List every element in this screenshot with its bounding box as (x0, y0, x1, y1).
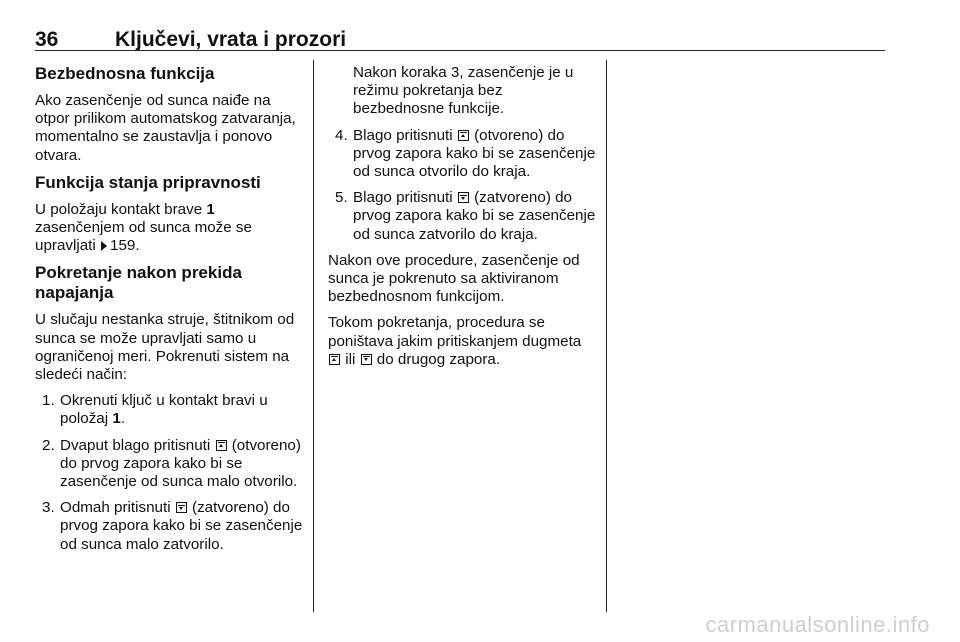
column-right (328, 64, 596, 377)
list-item: 4. Blago pritisnuti (otvoreno) do prvog zapora kako bi se zasenčenje od sunca otvorilo do kraja. (335, 126, 596, 181)
list-item: 1. Okrenuti ključ u kontakt bravi u položaj 1. (42, 392, 268, 428)
sunshade-close-icon (361, 354, 372, 365)
sunshade-open-icon (458, 130, 469, 141)
section-title-restart: Pokretanje nakon prekida napajanja (35, 263, 242, 303)
chapter-title: Ključevi, vrata i prozori (115, 28, 347, 51)
list-item: 5. Blago pritisnuti (zatvoreno) do prvog zapora kako bi se zasenčenje od sunca zatvorilo do kraja. (335, 189, 596, 243)
paragraph-after-procedure: Nakon ove procedure, zasenčenje od sunca je pokrenuto sa aktiviranom bezbednosnom funkcijom. (328, 251, 580, 306)
list-item: 2. Dvaput blago pritisnuti (otvoreno) do prvog zapora kako bi se zasenčenje od sunca malo otvorilo. (42, 436, 301, 491)
section-text-safety: Ako zasenčenje od sunca naiđe na otpor prilikom automatskog zatvaranja, momentalno se zaustavlja i ponovo otvara. (35, 92, 296, 164)
step-continuation: Nakon koraka 3, zasenčenje je u režimu pokretanja bez bezbednosne funkcije. (353, 64, 574, 118)
page-reference: 159. (110, 237, 140, 255)
column-divider-right (606, 60, 607, 612)
column-divider-left (313, 60, 314, 612)
header-divider (35, 50, 885, 51)
restart-steps (35, 392, 303, 554)
page-reference-arrow-icon (101, 241, 107, 251)
section-text-restart: U slučaju nestanka struje, štitnikom od sunca se može upravljati samo u ograničenoj meri. Pokrenuti sistem na sledeći način: (35, 311, 295, 384)
sunshade-open-icon (329, 354, 340, 365)
sunshade-close-icon (176, 502, 187, 513)
column-left (35, 64, 303, 562)
restart-steps-continued (328, 127, 596, 244)
section-title-safety: Bezbednosna funkcija (35, 64, 215, 83)
page-number: 36 (35, 28, 59, 51)
section-title-standby: Funkcija stanja pripravnosti (35, 172, 261, 192)
list-item: 3. Odmah pritisnuti (zatvoreno) do prvog zapora kako bi se zasenčenje od sunca malo zatvorilo. (42, 499, 303, 553)
sunshade-close-icon (458, 192, 469, 203)
sunshade-open-icon (216, 440, 227, 451)
watermark: carmanualsonline.info (705, 612, 930, 637)
section-text-standby: U položaju kontakt brave 1 zasenčenjem od sunca može se upravljati 159. (35, 200, 252, 255)
paragraph-cancel: Tokom pokretanja, procedura se poništava jakim pritiskanjem dugmeta ili do drugog zapora. (328, 314, 582, 368)
